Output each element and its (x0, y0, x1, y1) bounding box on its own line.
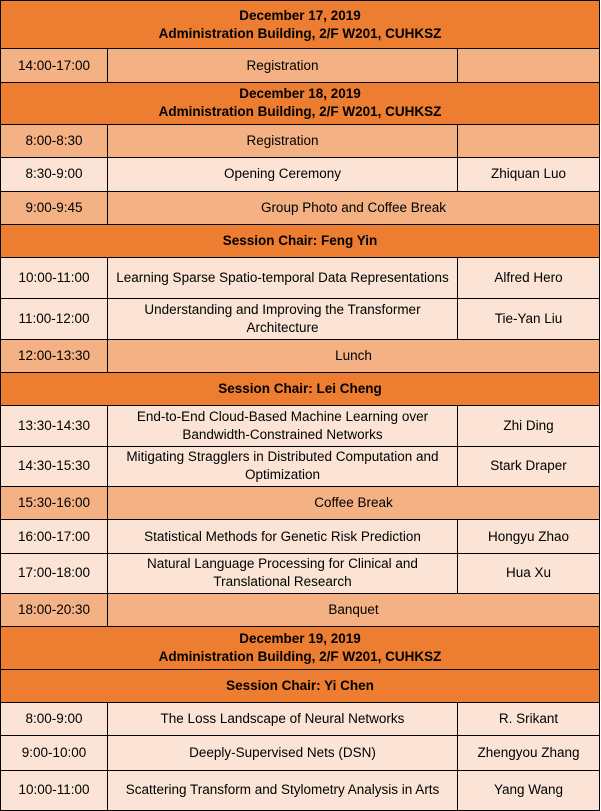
time-cell: 9:00-9:45 (1, 191, 108, 224)
time-cell: 14:00-17:00 (1, 49, 108, 82)
time-cell: 10:00-11:00 (1, 770, 108, 811)
session-chair-row (1, 669, 600, 702)
day-header-row (1, 82, 600, 124)
session-row (1, 553, 600, 593)
talk-title-cell: Natural Language Processing for Clinical and Translational Research (108, 553, 458, 593)
time-cell: 14:30-15:30 (1, 446, 108, 486)
break-row (1, 339, 600, 372)
session-row (1, 736, 600, 770)
event-title-cell: Lunch (108, 339, 600, 372)
day-header-row (1, 1, 600, 49)
time-cell: 8:00-8:30 (1, 125, 108, 158)
session-row (1, 446, 600, 486)
session-row (1, 702, 600, 735)
day-header-cell (1, 82, 600, 124)
day-date: December 18, 2019 (239, 86, 361, 102)
speaker-cell: R. Srikant (458, 702, 600, 735)
day-date: December 19, 2019 (239, 630, 361, 646)
time-cell: 9:00-10:00 (1, 736, 108, 770)
speaker-cell: Alfred Hero (458, 258, 600, 298)
speaker-cell: Zhengyou Zhang (458, 736, 600, 770)
session-row (1, 520, 600, 553)
talk-title-cell: End-to-End Cloud-Based Machine Learning over Bandwidth-Constrained Networks (108, 406, 458, 446)
talk-title-cell: Scattering Transform and Stylometry Analysis in Arts (108, 770, 458, 811)
time-cell: 15:30-16:00 (1, 487, 108, 520)
talk-title-cell: Opening Ceremony (108, 158, 458, 191)
speaker-cell: Zhi Ding (458, 406, 600, 446)
speaker-cell: Hongyu Zhao (458, 520, 600, 553)
talk-title-cell: Deeply-Supervised Nets (DSN) (108, 736, 458, 770)
break-row (1, 191, 600, 224)
talk-title-cell: Registration (108, 49, 458, 82)
speaker-cell (458, 49, 600, 82)
time-cell: 8:30-9:00 (1, 158, 108, 191)
session-chair-cell: Session Chair: Lei Cheng (1, 373, 600, 406)
day-date: December 17, 2019 (239, 7, 361, 23)
speaker-cell: Yang Wang (458, 770, 600, 811)
day-venue: Administration Building, 2/F W201, CUHKSZ (158, 648, 442, 664)
session-chair-cell: Session Chair: Feng Yin (1, 224, 600, 257)
speaker-cell: Stark Draper (458, 446, 600, 486)
speaker-cell: Hua Xu (458, 553, 600, 593)
time-cell: 16:00-17:00 (1, 520, 108, 553)
session-row (1, 770, 600, 811)
speaker-cell: Zhiquan Luo (458, 158, 600, 191)
session-row (1, 158, 600, 191)
time-cell: 8:00-9:00 (1, 702, 108, 735)
session-chair-row (1, 224, 600, 257)
time-cell: 18:00-20:30 (1, 594, 108, 627)
day-venue: Administration Building, 2/F W201, CUHKSZ (158, 25, 442, 41)
talk-title-cell: Learning Sparse Spatio-temporal Data Representations (108, 258, 458, 298)
session-row (1, 406, 600, 446)
session-row (1, 258, 600, 298)
day-venue: Administration Building, 2/F W201, CUHKSZ (158, 104, 442, 120)
time-cell: 12:00-13:30 (1, 339, 108, 372)
time-cell: 17:00-18:00 (1, 553, 108, 593)
session-row (1, 298, 600, 339)
event-title-cell: Group Photo and Coffee Break (108, 191, 600, 224)
day-header-cell (1, 1, 600, 49)
time-cell: 13:30-14:30 (1, 406, 108, 446)
day-header-row (1, 627, 600, 669)
time-cell: 10:00-11:00 (1, 258, 108, 298)
session-row (1, 49, 600, 82)
session-chair-row (1, 373, 600, 406)
talk-title-cell: Mitigating Stragglers in Distributed Computation and Optimization (108, 446, 458, 486)
session-row (1, 125, 600, 158)
talk-title-cell: Statistical Methods for Genetic Risk Prediction (108, 520, 458, 553)
talk-title-cell: Understanding and Improving the Transformer Architecture (108, 298, 458, 339)
speaker-cell: Tie-Yan Liu (458, 298, 600, 339)
talk-title-cell: Registration (108, 125, 458, 158)
event-title-cell: Banquet (108, 594, 600, 627)
day-header-cell (1, 627, 600, 669)
break-row (1, 487, 600, 520)
talk-title-cell: The Loss Landscape of Neural Networks (108, 702, 458, 735)
session-chair-cell: Session Chair: Yi Chen (1, 669, 600, 702)
event-title-cell: Coffee Break (108, 487, 600, 520)
time-cell: 11:00-12:00 (1, 298, 108, 339)
break-row (1, 594, 600, 627)
speaker-cell (458, 125, 600, 158)
